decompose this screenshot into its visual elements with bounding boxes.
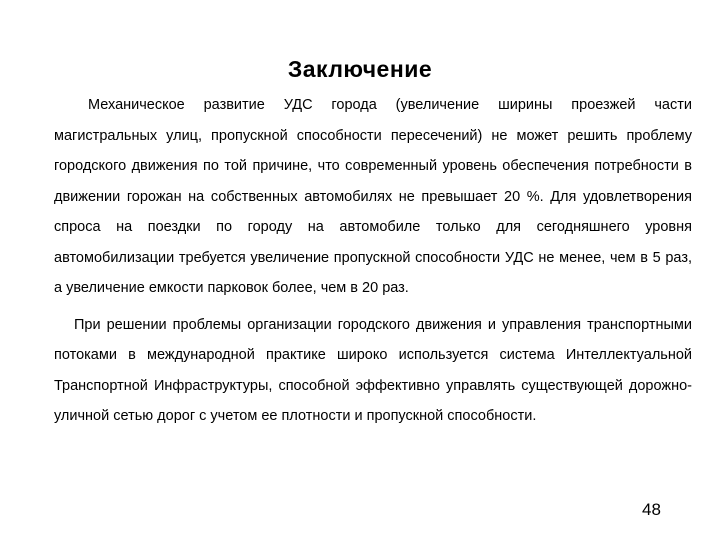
slide-body <box>54 90 692 432</box>
paragraph-2: При решении проблемы организации городского движения и управления транспортными потоками в международной практике широко используется система Интеллектуальной Транспортной Инфраструктуры, способной эффективно управлять существующей дорожно-уличной сетью дорог с учетом ее плотности и пропускной способности. <box>54 316 692 424</box>
page-number: 48 <box>642 500 661 519</box>
slide-title: Заключение <box>287 56 433 82</box>
paragraph-1: Механическое развитие УДС города (увеличение ширины проезжей части магистральных улиц, пропускной способности пересечений) не может решить проблему городского движения по той причине, что современный уровень обеспечения потребности в движении горожан на собственных автомобилях не превышает 20 %. Для удовлетворения спроса на поездки по городу на автомобиле только для сегодняшнего уровня автомобилизации требуется увеличение пропускной способности УДС не менее, чем в 5 раз, а увеличение емкости парковок более, чем в 20 раз. <box>54 97 692 296</box>
